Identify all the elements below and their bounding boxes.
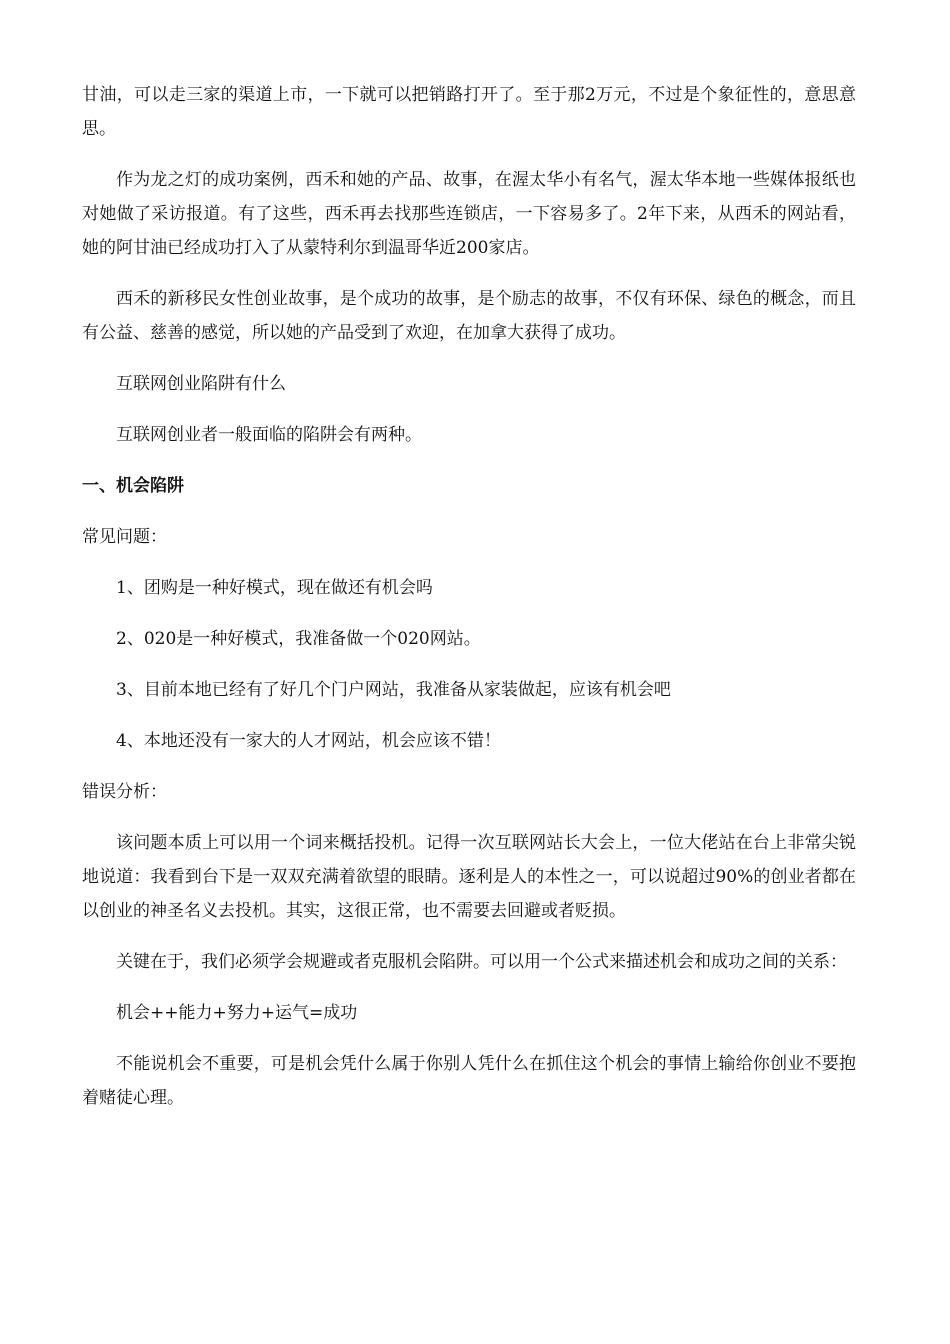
paragraph-success-story: 西禾的新移民女性创业故事，是个成功的故事，是个励志的故事，不仅有环保、绿色的概念，而且有公益、慈善的感觉，所以她的产品受到了欢迎，在加拿大获得了成功。 [82, 289, 856, 343]
paragraph-speculation: 该问题本质上可以用一个词来概括投机。记得一次互联网站长大会上，一位大佬站在台上非常尖锐地说道：我看到台下是一双双充满着欲望的眼睛。逐利是人的本性之一，可以说超过90%的创业者都在以创业的神圣名义去投机。其实，这很正常，也不需要去回避或者贬损。 [82, 833, 856, 921]
list-item-question-2: 2、020是一种好模式，我准备做一个020网站。 [116, 629, 481, 649]
paragraph-avoid-trap: 关键在于，我们必须学会规避或者克服机会陷阱。可以用一个公式来描述机会和成功之间的关系： [116, 952, 847, 972]
paragraph-success-case: 作为龙之灯的成功案例，西禾和她的产品、故事，在渥太华小有名气，渥太华本地一些媒体报纸也对她做了采访报道。有了这些，西禾再去找那些连锁店，一下容易多了。2年下来，从西禾的网站看，她的阿甘油已经成功打入了从蒙特利尔到温哥华近200家店。 [82, 170, 856, 258]
formula-success: 机会++能力+努力+运气=成功 [116, 1003, 358, 1023]
list-item-question-4: 4、本地还没有一家大的人才网站，机会应该不错！ [116, 731, 501, 751]
paragraph-intro-continuation: 甘油，可以走三家的渠道上市，一下就可以把销路打开了。至于那2万元，不过是个象征性的，意思意思。 [82, 85, 856, 139]
label-common-questions: 常见问题： [82, 527, 167, 547]
paragraph-two-traps: 互联网创业者一般面临的陷阱会有两种。 [116, 425, 422, 445]
list-item-question-3: 3、目前本地已经有了好几个门户网站，我准备从家装做起，应该有机会吧 [116, 680, 671, 700]
label-error-analysis: 错误分析： [82, 782, 167, 802]
document-page [82, 78, 856, 1115]
list-item-question-1: 1、团购是一种好模式，现在做还有机会吗 [116, 578, 433, 598]
heading-opportunity-trap: 一、机会陷阱 [82, 476, 184, 496]
section-title-internet-traps: 互联网创业陷阱有什么 [116, 374, 286, 394]
paragraph-no-gambling: 不能说机会不重要，可是机会凭什么属于你别人凭什么在抓住这个机会的事情上输给你创业不要抱着赌徒心理。 [82, 1054, 856, 1108]
